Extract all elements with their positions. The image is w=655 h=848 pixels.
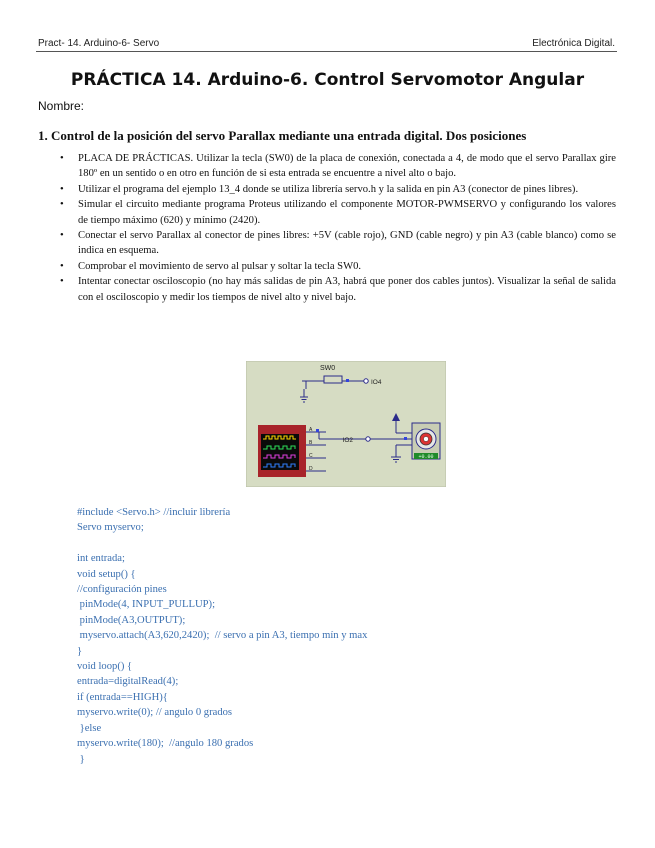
code-line: } <box>77 645 83 657</box>
instruction-list <box>60 151 616 305</box>
code-line: }else <box>77 722 102 734</box>
code-line: #include <Servo.h> //incluir librería <box>77 507 231 518</box>
header-left: Pract- 14. Arduino-6- Servo <box>38 38 160 49</box>
code-line: } <box>77 753 85 765</box>
scope-channel-c: C <box>309 453 313 459</box>
code-line: pinMode(4, INPUT_PULLUP); <box>77 599 216 611</box>
code-line: myservo.write(180); //angulo 180 grados <box>77 738 254 750</box>
code-line: pinMode(A3,OUTPUT); <box>77 614 186 626</box>
servo-readout: +0.00 <box>418 454 434 460</box>
code-line: if (entrada==HIGH){ <box>77 691 168 703</box>
scope-channel-a: A <box>309 427 313 433</box>
list-item: • PLACA DE PRÁCTICAS. Utilizar la tecla (SW0) de la placa de conexión, conectada a 4, de modo que el servo Parallax gire 180º en un sentido o en otro en función de si esta entrada se encuentre a nivel alto o bajo. <box>60 151 616 182</box>
section-title: Control de la posición del servo Parallax mediante una entrada digital. Dos posiciones <box>51 128 527 143</box>
code-line <box>77 536 367 551</box>
code-line: int entrada; <box>77 553 125 565</box>
section-number: 1. <box>38 128 48 143</box>
header-right: Electrónica Digital. <box>532 38 615 49</box>
section-heading <box>38 128 526 144</box>
code-line: myservo.attach(A3,620,2420); // servo a pin A3, tiempo mín y max <box>77 630 368 642</box>
code-line: Servo myservo; <box>77 522 144 534</box>
pin-bottom-label: IO2 <box>342 437 353 444</box>
code-line: void setup() { <box>77 568 136 580</box>
nombre-label: Nombre: <box>38 99 85 113</box>
list-item: • Utilizar el programa del ejemplo 13_4 donde se utiliza librería servo.h y la salida en pin A3 (conector de pines libres). <box>60 182 616 197</box>
code-line: void loop() { <box>77 661 133 673</box>
code-line: myservo.write(0); // angulo 0 grados <box>77 707 233 719</box>
code-block <box>77 505 367 767</box>
list-item: • Simular el circuito mediante programa Proteus utilizando el componente MOTOR-PWMSERVO y configurando los valores de tiempo máximo (620) y mínimo (2420). <box>60 197 616 228</box>
pin-top-label: IO4 <box>371 379 382 386</box>
page-title: PRÁCTICA 14. Arduino-6. Control Servomotor Angular <box>70 70 585 90</box>
code-line: entrada=digitalRead(4); <box>77 676 179 688</box>
list-item: • Intentar conectar osciloscopio (no hay más salidas de pin A3, habrá que poner dos cables juntos). Visualizar la señal de salida con el osciloscopio y medir los tiempos de nivel alto y nivel bajo. <box>60 274 616 305</box>
list-item: • Conectar el servo Parallax al conector de pines libres: +5V (cable rojo), GND (cable negro) y pin A3 (cable blanco) como se indica en esquema. <box>60 228 616 259</box>
scope-channel-b: B <box>309 440 313 446</box>
circuit-diagram <box>246 361 446 487</box>
list-item: • Comprobar el movimiento de servo al pulsar y soltar la tecla SW0. <box>60 259 616 274</box>
code-line: //configuración pines <box>77 584 167 596</box>
header-divider <box>36 51 617 52</box>
switch-label: SW0 <box>320 365 336 372</box>
scope-channel-d: D <box>309 466 313 472</box>
